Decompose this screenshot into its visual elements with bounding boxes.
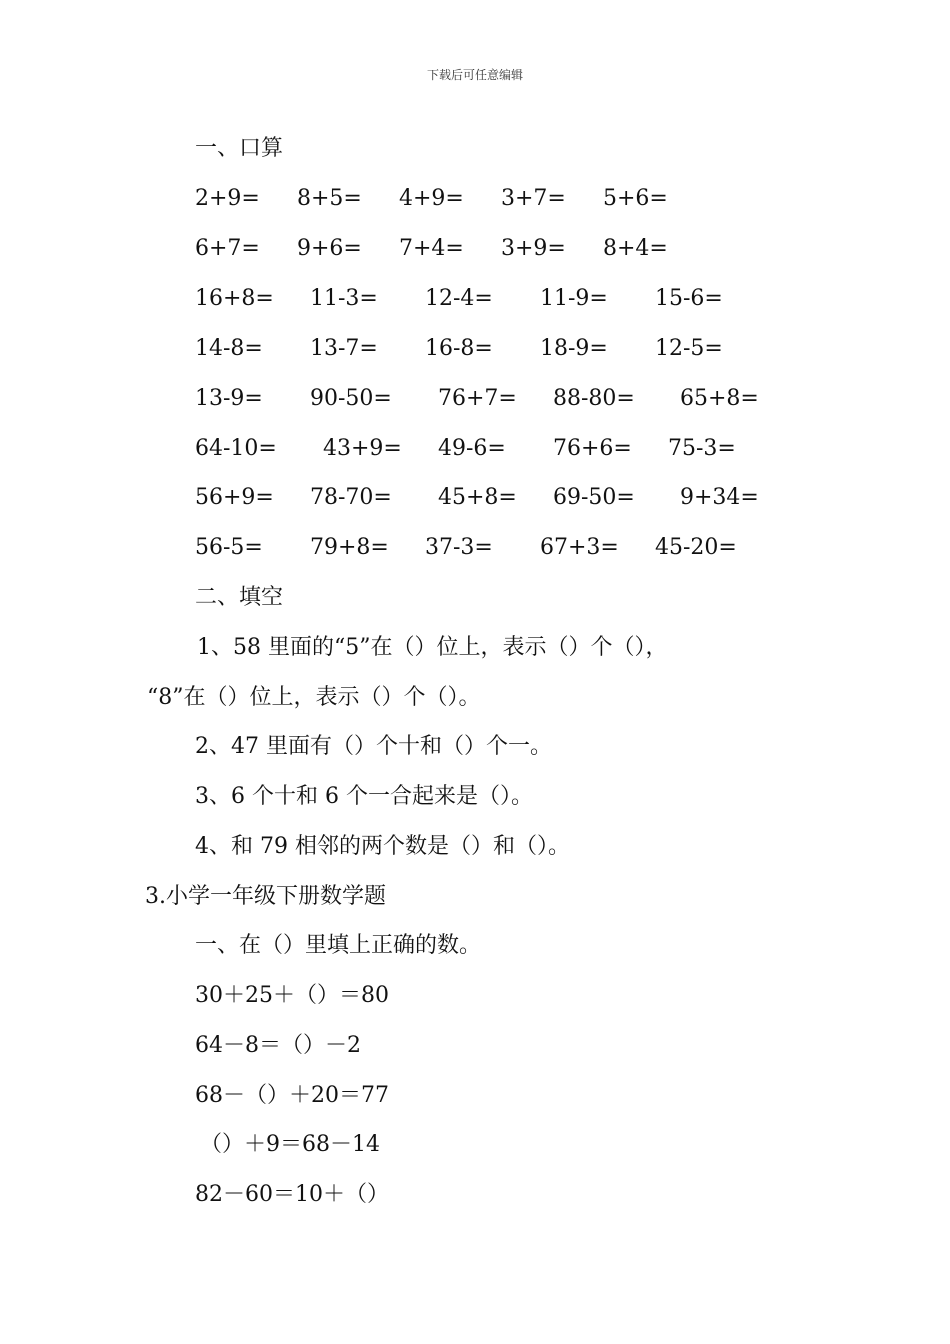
arith-item: 76+7= bbox=[438, 386, 517, 411]
arith-item: 8+5= bbox=[297, 186, 362, 211]
arith-item: 12-5= bbox=[655, 336, 723, 361]
fill-item-2: 2、47 里面有（）个十和（）个一。 bbox=[195, 734, 552, 759]
arith-item: 14-8= bbox=[195, 336, 263, 361]
arith-item: 4+9= bbox=[399, 186, 464, 211]
blank-item-2: 64－8＝（）－2 bbox=[195, 1033, 361, 1058]
arith-item: 75-3= bbox=[668, 436, 736, 461]
arith-item: 45+8= bbox=[438, 485, 517, 510]
arith-item: 12-4= bbox=[425, 286, 493, 311]
arith-item: 16+8= bbox=[195, 286, 274, 311]
arith-item: 67+3= bbox=[540, 535, 619, 560]
arith-item: 79+8= bbox=[310, 535, 389, 560]
arith-item: 45-20= bbox=[655, 535, 737, 560]
arith-item: 69-50= bbox=[553, 485, 635, 510]
arith-item: 7+4= bbox=[399, 236, 464, 261]
arith-item: 64-10= bbox=[195, 436, 277, 461]
arith-item: 3+7= bbox=[501, 186, 566, 211]
section2-title: 二、填空 bbox=[195, 585, 284, 610]
arith-item: 3+9= bbox=[501, 236, 566, 261]
arith-item: 43+9= bbox=[323, 436, 402, 461]
arith-item: 11-3= bbox=[310, 286, 378, 311]
section3-heading: 3.小学一年级下册数学题 bbox=[145, 884, 386, 909]
arith-item: 5+6= bbox=[603, 186, 668, 211]
arith-item: 16-8= bbox=[425, 336, 493, 361]
arith-item: 90-50= bbox=[310, 386, 392, 411]
page-header: 下载后可任意编辑 bbox=[426, 68, 523, 82]
arith-item: 56+9= bbox=[195, 485, 274, 510]
section3-title: 一、在（）里填上正确的数。 bbox=[195, 933, 482, 958]
arith-item: 13-9= bbox=[195, 386, 263, 411]
arith-item: 6+7= bbox=[195, 236, 260, 261]
blank-item-4: （）＋9＝68－14 bbox=[200, 1132, 380, 1157]
arith-item: 18-9= bbox=[540, 336, 608, 361]
arith-item: 2+9= bbox=[195, 186, 260, 211]
arith-item: 65+8= bbox=[680, 386, 759, 411]
arith-item: 78-70= bbox=[310, 485, 392, 510]
fill-item-3: 3、6 个十和 6 个一合起来是（）。 bbox=[195, 784, 533, 809]
fill-item-4: 4、和 79 相邻的两个数是（）和（）。 bbox=[195, 834, 570, 859]
fill-item-1b: “8”在（）位上，表示（）个（）。 bbox=[147, 685, 481, 710]
arith-item: 49-6= bbox=[438, 436, 506, 461]
arith-item: 9+6= bbox=[297, 236, 362, 261]
arith-item: 13-7= bbox=[310, 336, 378, 361]
arith-item: 11-9= bbox=[540, 286, 608, 311]
arith-item: 88-80= bbox=[553, 386, 635, 411]
fill-item-1a: 1、58 里面的“5”在（）位上，表示（）个（）， bbox=[197, 635, 668, 660]
blank-item-1: 30＋25＋（）＝80 bbox=[195, 983, 389, 1008]
arith-item: 9+34= bbox=[680, 485, 759, 510]
arith-item: 56-5= bbox=[195, 535, 263, 560]
arith-item: 76+6= bbox=[553, 436, 632, 461]
blank-item-3: 68－（）＋20＝77 bbox=[195, 1083, 389, 1108]
section1-title: 一、口算 bbox=[195, 136, 284, 161]
blank-item-5: 82－60＝10＋（） bbox=[195, 1182, 389, 1207]
arith-item: 15-6= bbox=[655, 286, 723, 311]
arith-item: 8+4= bbox=[603, 236, 668, 261]
arith-item: 37-3= bbox=[425, 535, 493, 560]
